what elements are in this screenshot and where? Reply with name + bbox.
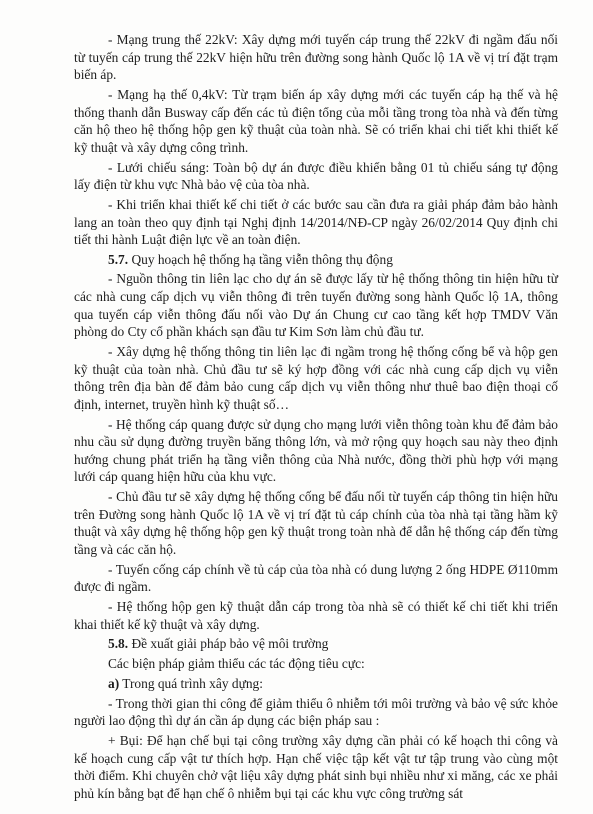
subheading-label-a: a) <box>108 675 120 691</box>
paragraph-fiber-optic: - Hệ thống cáp quang được sử dụng cho mạng lưới viễn thông toàn khu để đảm bảo nhu cầu sử dụng đường truyền băng thông lớn, và mở rộng quy hoạch sau này theo định hướng chung phát triển hạ tầng viễn thông của Nhà nước, đồng thời phù hợp với mạng lưới cáp quang hiện hữu của khu vực. <box>74 416 558 485</box>
section-title-5-8: Đề xuất giải pháp bảo vệ môi trường <box>131 636 329 652</box>
paragraph-construction-measures: - Trong thời gian thi công để giảm thiểu ô nhiễm tới môi trường và bảo vệ sức khỏe người lao động thì dự án cần áp dụng các biện pháp sau : <box>74 695 558 729</box>
paragraph-low-voltage: - Mạng hạ thế 0,4kV: Từ trạm biến áp xây dựng mới các tuyến cáp hạ thế và hệ thống thanh dẫn Busway cấp đến các tủ điện tổng của mỗi tầng trong tòa nhà và đến từng căn hộ theo hệ thống hộp gen kỹ thuật của toàn nhà. Sẽ có triển khai chi tiết khi thiết kế kỹ thuật và xây dựng công trình. <box>74 86 558 155</box>
paragraph-conduit-system: - Chủ đầu tư sẽ xây dựng hệ thống cống bể đấu nối từ tuyến cáp thông tin hiện hữu trên Đường song hành Quốc lộ 1A về vị trí đặt tủ cáp chính của tòa nhà tại tầng hầm kỹ thuật và xây dựng hệ thống hộp gen kỹ thuật trong toàn nhà để dẫn hệ thống cáp đến từng tầng và các căn hộ. <box>74 489 558 557</box>
section-title-5-7: Quy hoạch hệ thống hạ tầng viễn thông thụ động <box>131 251 393 267</box>
section-heading-5-8 <box>74 635 558 653</box>
paragraph-main-conduit: - Tuyến cống cáp chính về tủ cáp của tòa nhà có dung lượng 2 ống HDPE Ø110mm được đi ngầm. <box>74 561 558 595</box>
section-heading-5-7 <box>74 251 558 269</box>
document-body <box>74 31 558 805</box>
paragraph-safety-corridor: - Khi triển khai thiết kế chi tiết ở các bước sau cần đưa ra giải pháp đảm bảo hành lang an toàn theo quy định tại Nghị định 14/2014/NĐ-CP ngày 26/02/2014 Quy định chi tiết thi hành Luật điện lực về an toàn điện. <box>74 196 558 248</box>
section-number-5-7: 5.7. <box>108 251 129 267</box>
paragraph-mitigation-intro: Các biện pháp giảm thiểu các tác động tiêu cực: <box>108 656 365 672</box>
paragraph-telecom-underground: - Xây dựng hệ thống thông tin liên lạc đi ngầm trong hệ thống cống bể và hộp gen kỹ thuật của toàn nhà. Chủ đầu tư sẽ ký hợp đồng với các nhà cung cấp dịch vụ viễn thông trên địa bàn để đảm bảo cung cấp dịch vụ viễn thông như thuê bao điện thoại cố định, internet, truyền hình kỹ thuật số… <box>74 344 558 412</box>
subheading-text-a: Trong quá trình xây dựng: <box>122 675 263 691</box>
section-number-5-8: 5.8. <box>108 636 129 652</box>
paragraph-telecom-source: - Nguồn thông tin liên lạc cho dự án sẽ được lấy từ hệ thống thông tin hiện hữu từ các nhà cung cấp dịch vụ viễn thông đi trên tuyến đường song hành Quốc lộ 1A, thông qua tuyến cáp viễn thông đấu nối vào Dự án Chung cư cao tầng kết hợp TMDV Văn phòng do Cty cổ phần khách sạn đầu tư Kim Sơn làm chủ đầu tư. <box>74 271 558 340</box>
paragraph-cable-gen-box: - Hệ thống hộp gen kỹ thuật dẫn cáp trong tòa nhà sẽ có thiết kế chi tiết khi triển khai thiết kế kỹ thuật và xây dựng. <box>74 599 558 632</box>
subheading-during-construction <box>74 675 558 693</box>
paragraph-lighting-grid: - Lưới chiếu sáng: Toàn bộ dự án được điều khiển bằng 01 tủ chiếu sáng tự động lấy điện từ khu vực Nhà bảo vệ của tòa nhà. <box>74 159 558 193</box>
paragraph-medium-voltage: - Mạng trung thế 22kV: Xây dựng mới tuyến cáp trung thế 22kV đi ngầm đấu nối từ tuyến cáp trung thế 22kV hiện hữu trên đường song hành Quốc lộ 1A về vị trí đặt trạm biến áp. <box>74 32 558 83</box>
paragraph-dust-control: + Bụi: Để hạn chế bụi tại công trường xây dựng cần phải có kế hoạch thi công và kế hoạch cung cấp vật tư thích hợp. Hạn chế việc tập kết vật tư tập trung vào cùng một thời điểm. Khi chuyên chở vật liệu xây dựng phát sinh bụi nhiều như xi măng, các xe phải phủ kín bằng bạt để hạn chế ô nhiễm bụi tại các khu vực công trường sát <box>74 733 558 801</box>
